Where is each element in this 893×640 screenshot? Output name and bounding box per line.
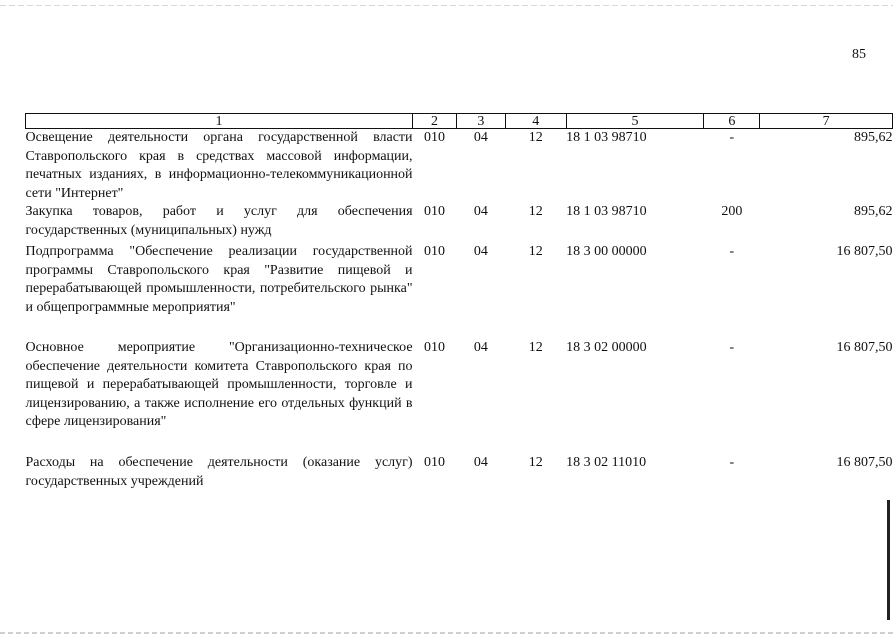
row-col3: 04: [473, 130, 488, 145]
row-name: Основное мероприятие "Организационно-техническое обеспечение деятельности комитета Ставропольского края по пищевой и перерабатывающей промышленности, торговле и лицензированию, а также исполнение его отдельных функций в сфере лицензирования": [25, 340, 413, 429]
row-col4: 12: [528, 455, 543, 470]
table-row: [26, 203, 893, 243]
row-col7: 16 807,50: [836, 340, 893, 355]
page-number: 85: [852, 47, 866, 62]
header-col-7: 7: [760, 114, 893, 129]
table-row: [26, 129, 893, 204]
row-col5: 18 3 02 00000: [566, 340, 647, 355]
header-col-4: 4: [505, 114, 566, 129]
scan-edge-bottom: [0, 632, 893, 634]
row-col2: 010: [424, 244, 445, 259]
table-row: [26, 339, 893, 454]
row-name: Освещение деятельности органа государственной власти Ставропольского края в средствах массовой информации, печатных изданиях, в информационно-телекоммуникационной сети "Интернет": [25, 130, 413, 201]
row-col5: 18 1 03 98710: [566, 204, 647, 219]
header-col-5: 5: [566, 114, 704, 129]
row-col7: 895,62: [854, 204, 893, 219]
row-name: Расходы на обеспечение деятельности (оказание услуг) государственных учреждений: [25, 455, 413, 489]
row-col5: 18 3 02 11010: [566, 455, 647, 470]
header-col-6: 6: [704, 114, 760, 129]
row-col7: 895,62: [854, 130, 893, 145]
row-col4: 12: [528, 204, 543, 219]
scan-edge-top: [0, 5, 893, 6]
row-col6: -: [729, 130, 735, 145]
row-col2: 010: [424, 455, 445, 470]
row-col2: 010: [424, 130, 445, 145]
budget-table: [25, 113, 893, 494]
scan-edge-right: [887, 500, 890, 620]
row-col6: 200: [721, 204, 743, 219]
row-col7: 16 807,50: [836, 455, 893, 470]
row-col3: 04: [473, 244, 488, 259]
row-col3: 04: [473, 455, 488, 470]
row-col3: 04: [473, 340, 488, 355]
header-col-3: 3: [456, 114, 505, 129]
table-row: [26, 454, 893, 494]
row-col6: -: [729, 244, 735, 259]
header-col-1: 1: [26, 114, 413, 129]
row-name: Подпрограмма "Обеспечение реализации государственной программы Ставропольского края "Развитие пищевой и перерабатывающей промышленности, потребительского рынка" и общепрограммные мероприятия": [25, 244, 413, 315]
row-col5: 18 3 00 00000: [566, 244, 647, 259]
table-header-row: [26, 114, 893, 129]
row-col4: 12: [528, 244, 543, 259]
header-col-2: 2: [413, 114, 457, 129]
row-col5: 18 1 03 98710: [566, 130, 647, 145]
row-col6: -: [729, 455, 735, 470]
row-col3: 04: [473, 204, 488, 219]
row-col7: 16 807,50: [836, 244, 893, 259]
row-col4: 12: [528, 130, 543, 145]
row-col2: 010: [424, 204, 445, 219]
row-col2: 010: [424, 340, 445, 355]
row-col4: 12: [528, 340, 543, 355]
row-name: Закупка товаров, работ и услуг для обеспечения государственных (муниципальных) нужд: [25, 204, 413, 238]
row-col6: -: [729, 340, 735, 355]
table-row: [26, 243, 893, 339]
